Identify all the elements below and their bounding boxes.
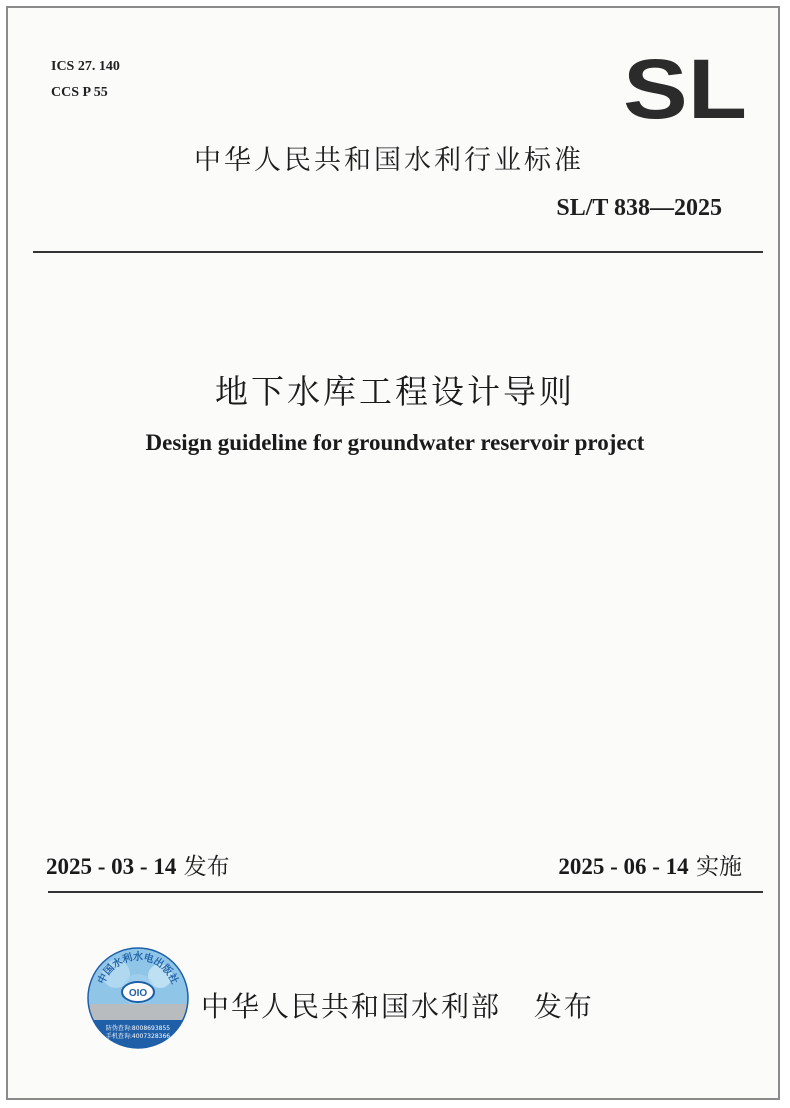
issue-date — [46, 848, 230, 881]
publisher — [201, 985, 594, 1025]
title-chinese: 地下水库工程设计导则 — [215, 372, 575, 411]
standard-category: 中华人民共和国水利行业标准 — [194, 145, 584, 176]
seal-line-1: 防伪查询:8008693855 — [105, 1025, 171, 1032]
top-divider — [33, 251, 763, 253]
seal-line-2: 手机查询:4007328366 — [105, 1033, 171, 1040]
ics-code: ICS 27. 140 — [51, 59, 120, 74]
implementation-date — [558, 848, 742, 881]
implementation-date-label: 实施 — [696, 854, 742, 880]
seal-arc-text: 中国水利水电出版社 — [96, 952, 180, 986]
ccs-code: CCS P 55 — [51, 85, 108, 100]
classification-codes — [51, 54, 120, 106]
anti-counterfeit-seal-icon — [86, 946, 190, 1050]
issue-date-value: 2025 - 03 - 14 — [46, 854, 177, 879]
bottom-divider — [48, 891, 763, 893]
sl-logo — [622, 54, 748, 122]
issue-date-label: 发布 — [183, 854, 230, 880]
sl-logo-text: SL — [623, 54, 747, 122]
implementation-date-value: 2025 - 06 - 14 — [558, 854, 689, 879]
publisher-name: 中华人民共和国水利部 — [201, 990, 502, 1023]
publisher-action: 发布 — [533, 990, 594, 1023]
document-cover — [6, 6, 780, 1100]
standard-number: SL/T 838—2025 — [556, 195, 722, 221]
svg-text:OIO: OIO — [128, 988, 148, 999]
title-english: Design guideline for groundwater reservoir project — [145, 430, 645, 455]
